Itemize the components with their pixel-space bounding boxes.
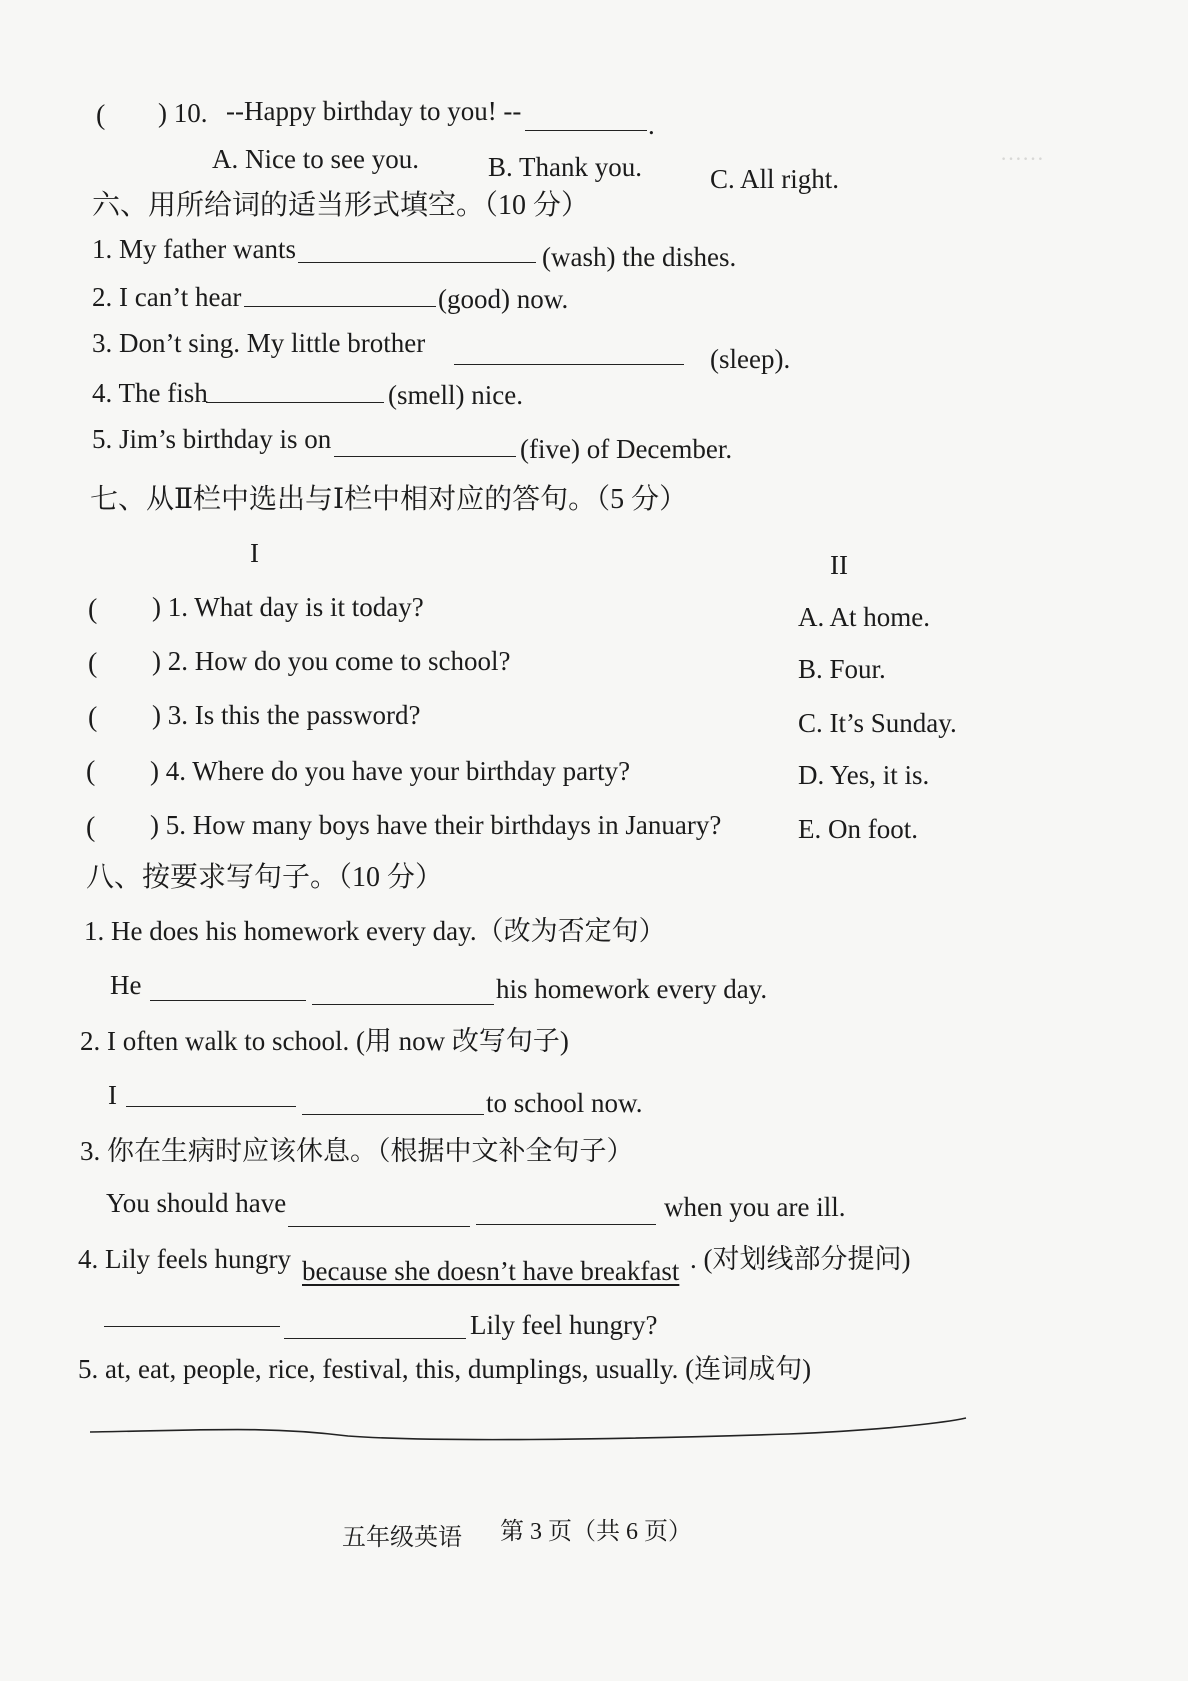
s8-item4-blank-1[interactable] <box>104 1326 280 1327</box>
s7-question-1: ) 1. What day is it today? <box>152 592 424 622</box>
q10-number: ) 10. <box>158 98 208 128</box>
q10-option-b: B. Thank you. <box>488 152 642 182</box>
s8-item2-prompt: 2. I often walk to school. (用 now 改写句子) <box>80 1026 569 1056</box>
s8-item3-blank-1[interactable] <box>288 1226 470 1227</box>
s8-item4-prompt-post: . (对划线部分提问) <box>690 1244 911 1274</box>
s8-item2-blank-1[interactable] <box>126 1106 296 1107</box>
show-through-text: …… <box>1000 140 1044 165</box>
s7-q2-paren: ( <box>88 648 98 679</box>
footer-page-number: 第 3 页（共 6 页） <box>500 1519 692 1545</box>
s8-item2-fill-post: to school now. <box>486 1088 643 1118</box>
s7-question-3: ) 3. Is this the password? <box>152 700 421 730</box>
s8-item1-fill-pre: He <box>110 970 142 1000</box>
s8-item4-blank-2[interactable] <box>284 1338 466 1339</box>
s8-item1-blank-2[interactable] <box>312 1004 494 1005</box>
s7-answer-d: D. Yes, it is. <box>798 760 930 790</box>
s8-item3-prompt: 3. 你在生病时应该休息。（根据中文补全句子） <box>80 1136 634 1166</box>
answer-paren-open: ( <box>96 100 106 131</box>
s8-item2-blank-2[interactable] <box>302 1114 484 1115</box>
s8-item1-blank-1[interactable] <box>150 1000 306 1001</box>
column-2-header: II <box>830 550 848 580</box>
s7-question-4: ) 4. Where do you have your birthday party? <box>150 756 631 786</box>
s8-item2-fill-pre: I <box>108 1080 117 1110</box>
s6-item5-blank[interactable] <box>334 456 516 457</box>
s7-answer-e: E. On foot. <box>798 814 918 844</box>
s7-q5-paren: ( <box>86 812 96 843</box>
s6-item2-blank[interactable] <box>244 306 436 307</box>
s8-item4-fill-post: Lily feel hungry? <box>470 1310 658 1340</box>
s8-item5-prompt: 5. at, eat, people, rice, festival, this, dumplings, usually. (连词成句) <box>78 1354 812 1384</box>
q10-option-a: A. Nice to see you. <box>212 144 419 174</box>
s8-item1-fill-post: his homework every day. <box>496 974 768 1004</box>
s7-q3-paren: ( <box>88 702 98 733</box>
s6-item5-pre: 5. Jim’s birthday is on <box>92 424 332 454</box>
s8-item3-blank-2[interactable] <box>476 1224 656 1225</box>
section-6-title: 六、用所给词的适当形式填空。（10 分） <box>92 190 590 221</box>
s6-item1-post: (wash) the dishes. <box>542 242 737 272</box>
footer-subject: 五年级英语 <box>342 1525 462 1551</box>
section-8-title: 八、按要求写句子。（10 分） <box>86 862 444 893</box>
s6-item4-post: (smell) nice. <box>388 380 523 410</box>
s8-item3-fill-pre: You should have <box>106 1188 287 1218</box>
s7-question-2: ) 2. How do you come to school? <box>152 646 511 676</box>
s6-item5-post: (five) of December. <box>520 434 733 464</box>
s7-answer-a: A. At home. <box>798 602 930 632</box>
s7-answer-c: C. It’s Sunday. <box>798 708 957 738</box>
s6-item3-pre: 3. Don’t sing. My little brother <box>92 328 426 358</box>
s8-item4-prompt-underlined: because she doesn’t have breakfast <box>302 1256 680 1286</box>
s6-item1-pre: 1. My father wants <box>92 234 296 264</box>
s6-item3-blank[interactable] <box>454 364 684 365</box>
column-1-header: I <box>250 538 259 568</box>
q10-option-c: C. All right. <box>710 164 840 194</box>
s8-item1-prompt: 1. He does his homework every day.（改为否定句） <box>84 916 666 946</box>
s8-item3-fill-post: when you are ill. <box>664 1192 846 1222</box>
s6-item4-pre: 4. The fish <box>92 378 208 408</box>
s7-question-5: ) 5. How many boys have their birthdays in January? <box>150 810 722 840</box>
s6-item4-blank[interactable] <box>206 402 384 403</box>
s8-item4-prompt-pre: 4. Lily feels hungry <box>78 1244 291 1274</box>
s6-item2-post: (good) now. <box>438 284 569 314</box>
q10-answer-blank[interactable] <box>525 130 647 131</box>
q10-end: . <box>648 110 655 140</box>
s6-item3-post: (sleep). <box>710 344 791 374</box>
s8-item5-answer-line[interactable] <box>88 1412 968 1442</box>
s6-item2-pre: 2. I can’t hear <box>92 282 242 312</box>
s7-q1-paren: ( <box>88 594 98 625</box>
q10-stem: --Happy birthday to you! -- <box>226 96 522 126</box>
s6-item1-blank[interactable] <box>298 262 536 263</box>
s7-q4-paren: ( <box>86 756 96 787</box>
s7-answer-b: B. Four. <box>798 654 886 684</box>
section-7-title: 七、从Ⅱ栏中选出与Ⅰ栏中相对应的答句。（5 分） <box>90 484 688 515</box>
